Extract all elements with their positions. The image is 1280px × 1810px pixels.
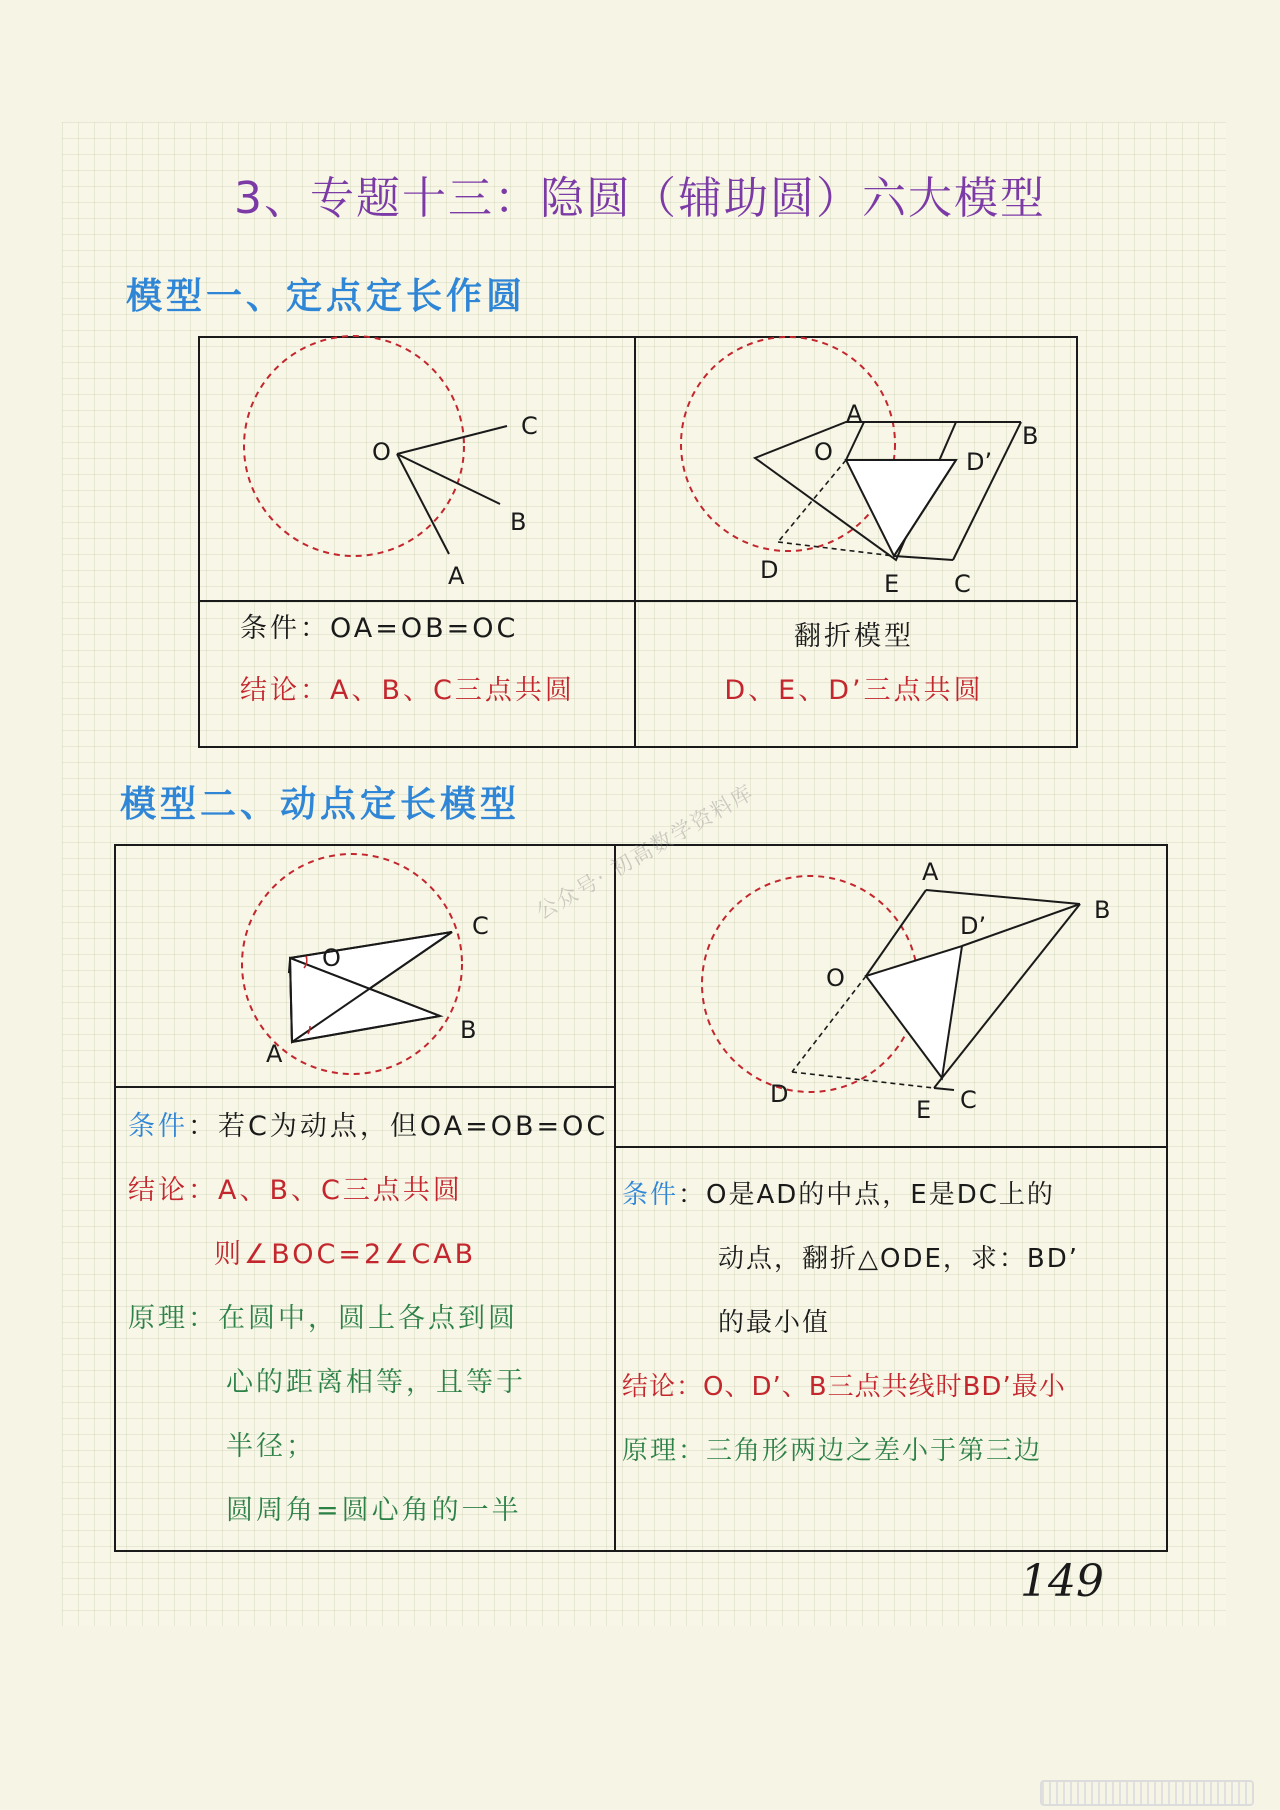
model2-left-condition-text: ：若C为动点，但OA=OB=OC (188, 1111, 609, 1142)
model1-right-label-c: C (954, 570, 971, 598)
model1-left-label-c: C (521, 412, 538, 440)
model1-condition: 条件：OA=OB=OC (240, 613, 519, 644)
model2-right-label-b: B (1094, 896, 1111, 924)
model2-left-conclusion-2: 则∠BOC=2∠CAB (214, 1239, 477, 1270)
model2-right-label-d: D (770, 1080, 789, 1108)
model2-right-condition (622, 1174, 1055, 1211)
model2-right-label-e: E (916, 1096, 932, 1124)
model2-right-principle: 原理：三角形两边之差小于第三边 (622, 1436, 1043, 1466)
model2-right-condition-line2: 动点，翻折△ODE，求：BD’ (718, 1244, 1080, 1274)
model2-right-label-dprime: D’ (960, 912, 987, 940)
model2-left-condition (128, 1104, 608, 1143)
model2-right-condition-line1: ：O是AD的中点，E是DC上的 (678, 1180, 1055, 1210)
model1-right-label-d: D (760, 556, 779, 584)
model1-left-diagram (200, 338, 632, 600)
model1-right-label-a: A (846, 400, 863, 428)
model1-right-lines (636, 338, 1072, 600)
model2-left-divider-h (114, 1086, 616, 1088)
model2-left-condition-label: 条件 (128, 1111, 188, 1142)
model2-right-divider-h (616, 1146, 1166, 1148)
model2-right-condition-line3: 的最小值 (718, 1308, 831, 1338)
model2-right-label-o: O (826, 964, 845, 992)
model2-left-principle-line3: 半径； (226, 1431, 316, 1462)
model1-right-label-e: E (884, 570, 900, 598)
model2-left-label-a: A (266, 1040, 283, 1068)
horizontal-scrollbar[interactable] (1040, 1780, 1254, 1806)
model1-divider-h (198, 600, 1076, 602)
model1-fold-name: 翻折模型 (794, 621, 914, 652)
model2-left-lines (116, 846, 612, 1084)
model1-fold-conclusion: D、E、D’三点共圆 (724, 675, 984, 706)
model1-folded-triangle (846, 460, 956, 556)
model1-left-label-a: A (448, 562, 465, 590)
model2-right-label-a: A (922, 858, 939, 886)
model2-right-label-c: C (960, 1086, 977, 1114)
model2-folded-triangle (866, 946, 962, 1078)
model2-left-principle-line4: 圆周角=圆心角的一半 (226, 1495, 522, 1526)
page-title: 3、专题十三：隐圆（辅助圆）六大模型 (234, 173, 1046, 224)
model2-heading: 模型二、动点定长模型 (120, 784, 521, 825)
model2-left-conclusion: 结论：A、B、C三点共圆 (128, 1175, 463, 1206)
page-number: 149 (1020, 1556, 1104, 1607)
model1-right-label-dprime: D’ (966, 448, 993, 476)
model1-right-label-b: B (1022, 422, 1039, 450)
model2-right-conclusion: 结论：O、D’、B三点共线时BD’最小 (622, 1372, 1066, 1402)
model1-left-label-b: B (510, 508, 527, 536)
model2-left-principle-line1: 在圆中，圆上各点到圆 (218, 1303, 518, 1334)
model1-heading: 模型一、定点定长作圆 (126, 276, 527, 317)
watermark: 公众号· 初高数学资料库 (532, 779, 759, 925)
model2-left-label-c: C (472, 912, 489, 940)
model1-conclusion: 结论：A、B、C三点共圆 (240, 675, 575, 706)
model1-right-label-o: O (814, 438, 833, 466)
model1-left-label-o: O (372, 438, 391, 466)
model2-right-condition-label: 条件 (622, 1180, 679, 1210)
model2-left-principle-label: 原理： (128, 1303, 218, 1334)
model2-right-diagram (616, 846, 1162, 1144)
model2-left-principle (128, 1296, 518, 1335)
model2-left-label-b: B (460, 1016, 477, 1044)
model2-left-label-o: O (322, 944, 341, 972)
model2-left-principle-line2: 心的距离相等，且等于 (226, 1367, 526, 1398)
